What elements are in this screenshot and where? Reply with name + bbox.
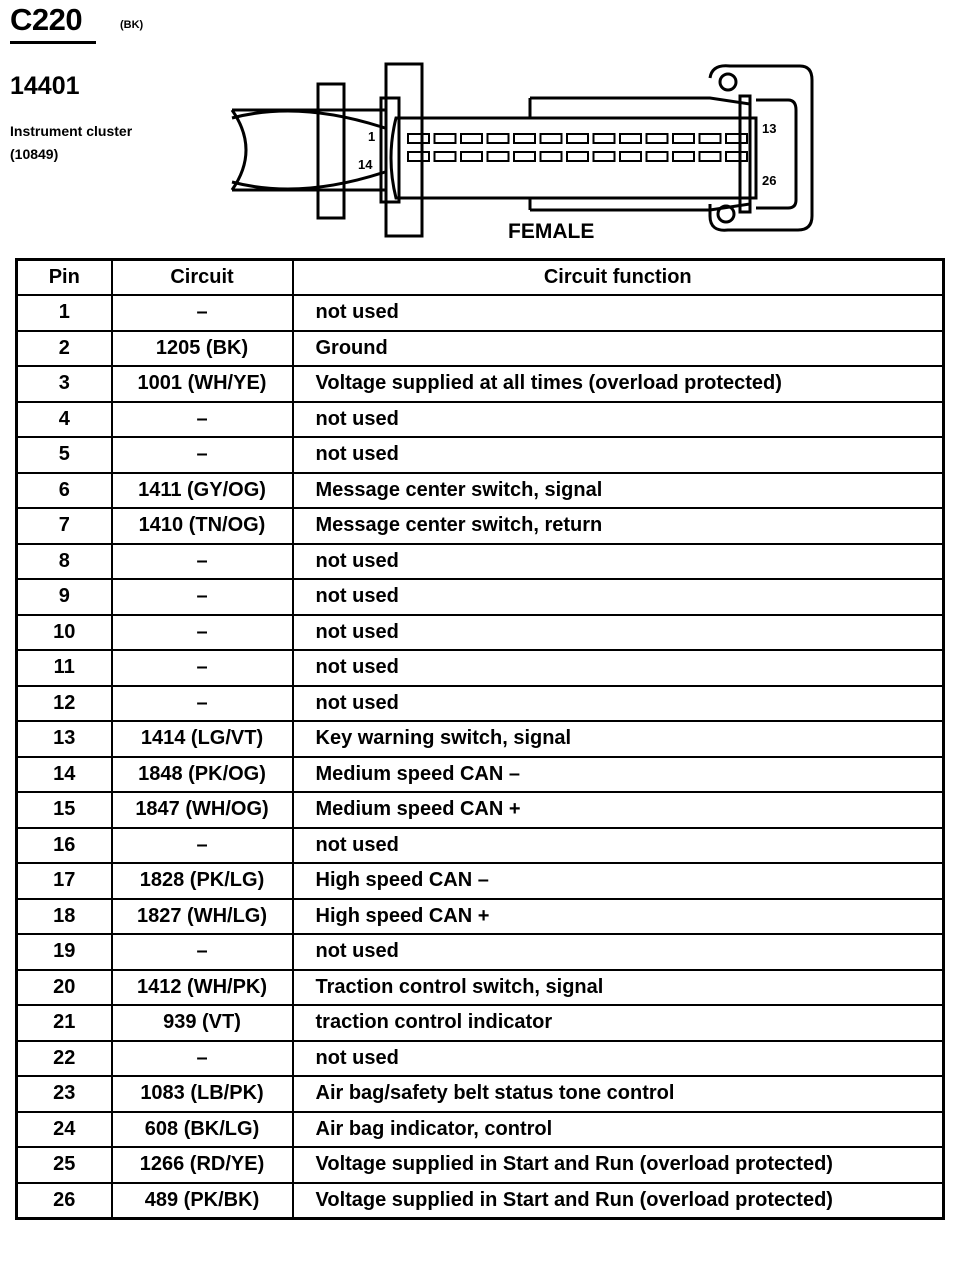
table-row	[17, 686, 944, 722]
pin-cell: 19	[17, 934, 112, 970]
header-function: Circuit function	[293, 260, 944, 296]
circuit-cell: –	[112, 437, 293, 473]
pin-cavity	[408, 152, 429, 161]
clip-tab	[740, 96, 750, 212]
wire-clamp	[318, 84, 344, 218]
pin-cavity	[541, 134, 562, 143]
pin-cavity	[567, 152, 588, 161]
pin-cell: 22	[17, 1041, 112, 1077]
pin-cavity	[647, 152, 668, 161]
table-row	[17, 437, 944, 473]
connector-diagram	[0, 0, 955, 258]
function-cell: Ground	[293, 331, 944, 367]
table-row	[17, 828, 944, 864]
table-row	[17, 1005, 944, 1041]
connector-gender: FEMALE	[508, 220, 595, 243]
pin-cavity	[726, 152, 747, 161]
pin-cell: 9	[17, 579, 112, 615]
table-row	[17, 757, 944, 793]
component-number: (10849)	[10, 146, 59, 162]
connector-header	[0, 0, 955, 258]
part-number: 14401	[10, 72, 80, 100]
function-cell: Message center switch, signal	[293, 473, 944, 509]
table-row	[17, 934, 944, 970]
pin-table	[15, 258, 945, 1220]
circuit-cell: 608 (BK/LG)	[112, 1112, 293, 1148]
header-circuit: Circuit	[112, 260, 293, 296]
pin-cell: 4	[17, 402, 112, 438]
pin-cell: 11	[17, 650, 112, 686]
function-cell: not used	[293, 295, 944, 331]
pin-cavities	[408, 134, 747, 161]
circuit-cell: –	[112, 934, 293, 970]
pin-cavity	[594, 152, 615, 161]
circuit-cell: –	[112, 544, 293, 580]
pin-cell: 20	[17, 970, 112, 1006]
pin-cavity	[435, 134, 456, 143]
function-cell: Air bag indicator, control	[293, 1112, 944, 1148]
connector-id: C220	[10, 2, 83, 37]
pin-cell: 10	[17, 615, 112, 651]
table-row	[17, 650, 944, 686]
pin-cavity	[461, 152, 482, 161]
pin-cavity	[488, 152, 509, 161]
table-row	[17, 295, 944, 331]
function-cell: not used	[293, 650, 944, 686]
pin-cavity	[408, 134, 429, 143]
circuit-cell: 1827 (WH/LG)	[112, 899, 293, 935]
table-row	[17, 721, 944, 757]
latch-bottom	[530, 198, 750, 210]
pin-cavity	[541, 152, 562, 161]
pin-cell: 21	[17, 1005, 112, 1041]
table-row	[17, 1183, 944, 1219]
function-cell: Voltage supplied in Start and Run (overload protected)	[293, 1147, 944, 1183]
function-cell: Traction control switch, signal	[293, 970, 944, 1006]
latch-top	[530, 98, 750, 118]
pin-label-14: 14	[358, 157, 373, 172]
function-cell: Medium speed CAN +	[293, 792, 944, 828]
pin-cavity	[647, 134, 668, 143]
pin-cavity	[700, 152, 721, 161]
table-row	[17, 1112, 944, 1148]
function-cell: not used	[293, 1041, 944, 1077]
pin-cell: 14	[17, 757, 112, 793]
table-row	[17, 402, 944, 438]
pin-cell: 7	[17, 508, 112, 544]
pin-cavity	[514, 152, 535, 161]
pin-cell: 26	[17, 1183, 112, 1219]
table-row	[17, 366, 944, 402]
function-cell: not used	[293, 828, 944, 864]
circuit-cell: –	[112, 650, 293, 686]
connector-color: (BK)	[120, 19, 144, 31]
connector-body	[391, 118, 756, 198]
function-cell: not used	[293, 402, 944, 438]
component-name: Instrument cluster	[10, 123, 133, 139]
circuit-cell: –	[112, 1041, 293, 1077]
pin-cell: 15	[17, 792, 112, 828]
function-cell: Key warning switch, signal	[293, 721, 944, 757]
pin-cavity	[461, 134, 482, 143]
function-cell: Voltage supplied at all times (overload protected)	[293, 366, 944, 402]
circuit-cell: –	[112, 828, 293, 864]
pin-cell: 1	[17, 295, 112, 331]
clip-inner	[756, 100, 796, 208]
pin-label-13: 13	[762, 121, 777, 136]
function-cell: not used	[293, 615, 944, 651]
pin-cell: 17	[17, 863, 112, 899]
pin-cell: 6	[17, 473, 112, 509]
function-cell: Medium speed CAN –	[293, 757, 944, 793]
circuit-cell: 1205 (BK)	[112, 331, 293, 367]
table-row	[17, 508, 944, 544]
pin-cavity	[620, 152, 641, 161]
function-cell: not used	[293, 686, 944, 722]
table-row	[17, 970, 944, 1006]
circuit-cell: 1411 (GY/OG)	[112, 473, 293, 509]
function-cell: Message center switch, return	[293, 508, 944, 544]
table-row	[17, 473, 944, 509]
pin-cavity	[594, 134, 615, 143]
table-row	[17, 1076, 944, 1112]
function-cell: traction control indicator	[293, 1005, 944, 1041]
function-cell: High speed CAN +	[293, 899, 944, 935]
pin-cell: 23	[17, 1076, 112, 1112]
pin-label-26: 26	[762, 173, 777, 188]
wire-harness-cut	[232, 110, 246, 190]
table-row	[17, 1147, 944, 1183]
table-row	[17, 863, 944, 899]
table-row	[17, 615, 944, 651]
circuit-cell: 489 (PK/BK)	[112, 1183, 293, 1219]
circuit-cell: 1410 (TN/OG)	[112, 508, 293, 544]
table-row	[17, 331, 944, 367]
pin-cavity	[673, 152, 694, 161]
function-cell: not used	[293, 544, 944, 580]
pin-cell: 24	[17, 1112, 112, 1148]
function-cell: not used	[293, 579, 944, 615]
pin-cavity	[435, 152, 456, 161]
header-pin: Pin	[17, 260, 112, 296]
table-row	[17, 579, 944, 615]
pin-cell: 3	[17, 366, 112, 402]
circuit-cell: –	[112, 615, 293, 651]
circuit-cell: –	[112, 402, 293, 438]
pin-cavity	[514, 134, 535, 143]
pin-cavity	[726, 134, 747, 143]
circuit-cell: 1847 (WH/OG)	[112, 792, 293, 828]
function-cell: not used	[293, 934, 944, 970]
function-cell: Voltage supplied in Start and Run (overload protected)	[293, 1183, 944, 1219]
pin-label-1: 1	[368, 129, 376, 144]
circuit-cell: –	[112, 686, 293, 722]
pin-cell: 25	[17, 1147, 112, 1183]
pin-cell: 5	[17, 437, 112, 473]
pin-cavity	[567, 134, 588, 143]
table-row	[17, 792, 944, 828]
circuit-cell: 939 (VT)	[112, 1005, 293, 1041]
circuit-cell: –	[112, 579, 293, 615]
clip-hole-top	[720, 74, 736, 90]
circuit-cell: 1083 (LB/PK)	[112, 1076, 293, 1112]
circuit-cell: –	[112, 295, 293, 331]
pin-cell: 18	[17, 899, 112, 935]
function-cell: Air bag/safety belt status tone control	[293, 1076, 944, 1112]
pin-cell: 12	[17, 686, 112, 722]
circuit-cell: 1412 (WH/PK)	[112, 970, 293, 1006]
pin-cavity	[620, 134, 641, 143]
wire-strands	[232, 111, 385, 189]
circuit-cell: 1828 (PK/LG)	[112, 863, 293, 899]
circuit-cell: 1266 (RD/YE)	[112, 1147, 293, 1183]
table-row	[17, 899, 944, 935]
circuit-cell: 1414 (LG/VT)	[112, 721, 293, 757]
function-cell: not used	[293, 437, 944, 473]
pin-cell: 2	[17, 331, 112, 367]
pin-cell: 13	[17, 721, 112, 757]
pin-cell: 8	[17, 544, 112, 580]
pin-cell: 16	[17, 828, 112, 864]
table-header-row	[17, 260, 944, 296]
pin-cavity	[673, 134, 694, 143]
table-row	[17, 1041, 944, 1077]
table-row	[17, 544, 944, 580]
function-cell: High speed CAN –	[293, 863, 944, 899]
circuit-cell: 1001 (WH/YE)	[112, 366, 293, 402]
circuit-cell: 1848 (PK/OG)	[112, 757, 293, 793]
pin-cavity	[488, 134, 509, 143]
pin-cavity	[700, 134, 721, 143]
